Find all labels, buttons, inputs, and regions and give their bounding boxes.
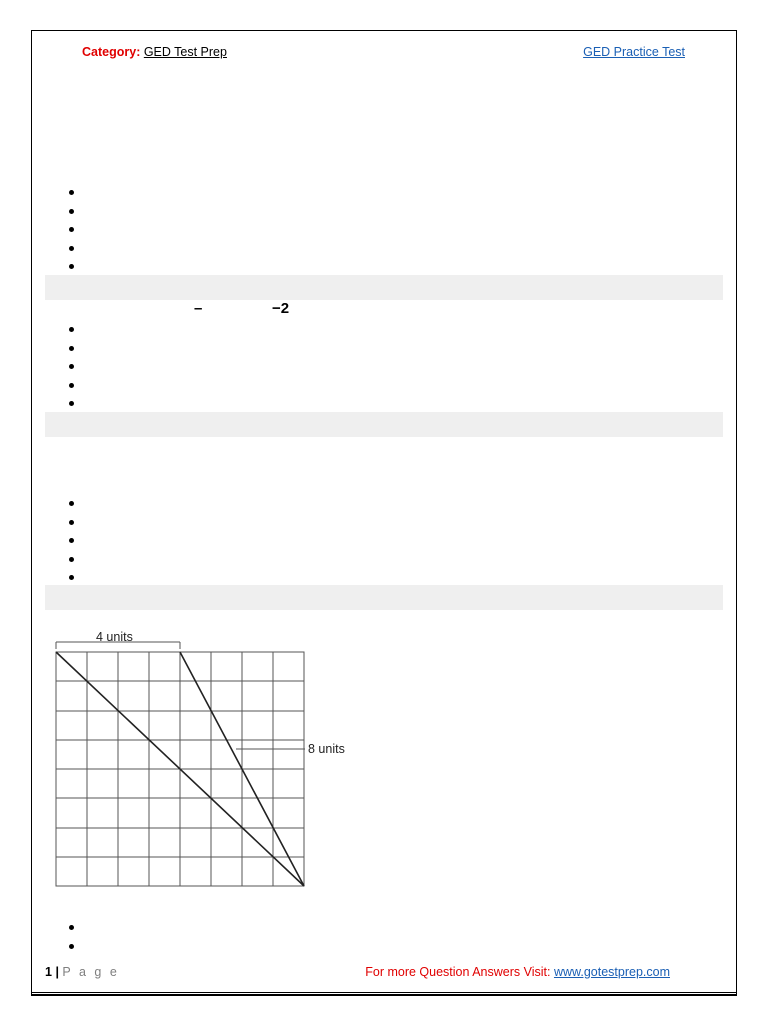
side-length-label: 8 units [308, 742, 345, 756]
page-word: P a g e [62, 965, 120, 979]
page-footer-left [45, 965, 119, 979]
category-label: Category [82, 45, 137, 59]
category-header [82, 45, 227, 59]
page-separator: | [55, 965, 59, 979]
math-neg-two: −2 [272, 300, 290, 317]
top-length-label: 4 units [96, 630, 133, 644]
page-footer-right [365, 965, 670, 979]
website-link[interactable]: www.gotestprep.com [553, 965, 670, 979]
answer-bar-q1 [45, 275, 723, 300]
answer-bar-q2 [45, 412, 723, 437]
grid-triangle-figure [50, 625, 370, 895]
category-colon: : [136, 45, 144, 59]
page-number: 1 [45, 965, 52, 979]
answer-bar-q3 [45, 585, 723, 610]
category-value[interactable]: GED Test Prep [143, 45, 227, 59]
page-border-bottom [31, 992, 737, 995]
visit-text: For more Question Answers Visit: [365, 965, 554, 979]
practice-test-link[interactable]: GED Practice Test [583, 45, 685, 59]
math-minus: – [194, 300, 203, 317]
